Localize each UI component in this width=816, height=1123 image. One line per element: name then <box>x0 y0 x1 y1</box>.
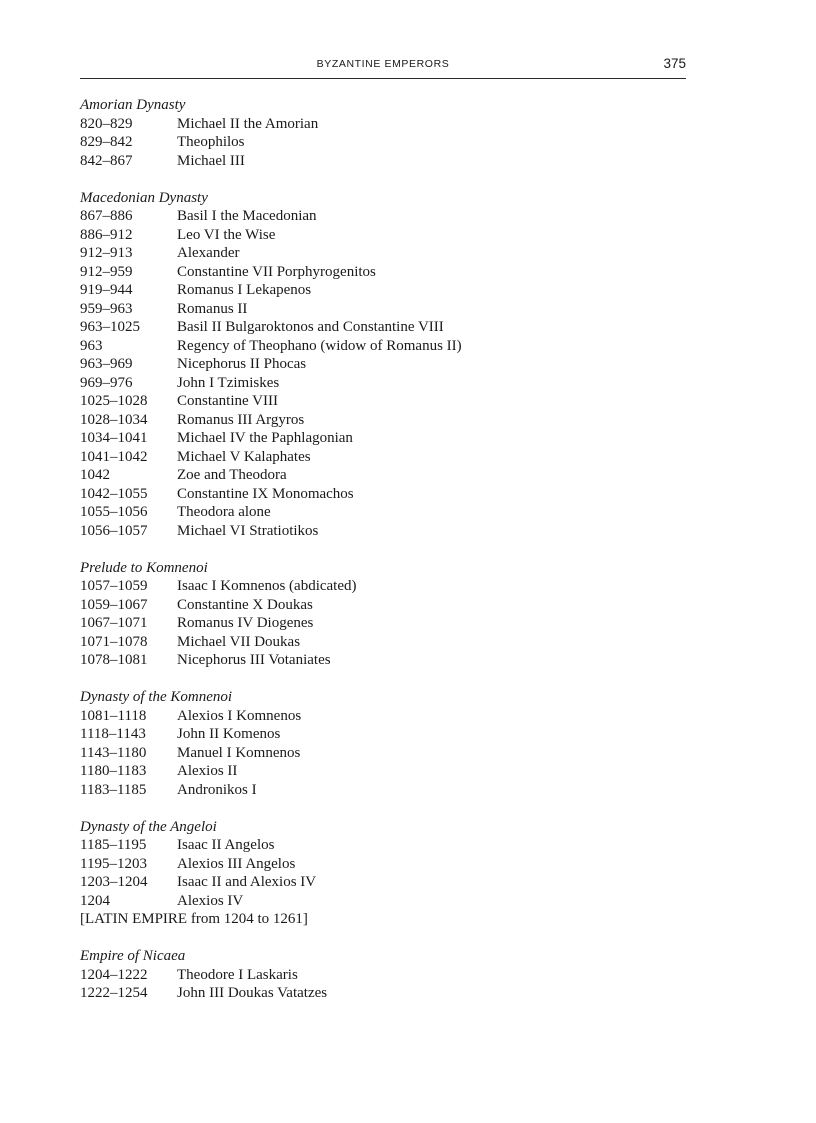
reign-years: 1059–1067 <box>80 596 148 613</box>
reign-years: 912–959 <box>80 263 133 280</box>
emperor-name: Alexios I Komnenos <box>177 707 302 724</box>
emperor-row <box>80 374 686 393</box>
emperor-row <box>80 411 686 430</box>
reign-years: 1078–1081 <box>80 652 148 668</box>
emperor-name: Basil I the Macedonian <box>177 208 317 224</box>
dynasty-section <box>80 818 686 929</box>
emperor-row <box>80 707 686 726</box>
emperor-row <box>80 855 686 874</box>
running-title: BYZANTINE EMPERORS <box>316 58 450 70</box>
emperor-name: Isaac I Komnenos (abdicated) <box>177 578 357 594</box>
reign-years: 1180–1183 <box>80 763 147 779</box>
reign-years: 1203–1204 <box>80 874 148 890</box>
emperor-name: Theodora alone <box>177 504 271 520</box>
reign-years: 919–944 <box>80 282 133 298</box>
dynasty-title: Macedonian Dynasty <box>80 189 208 206</box>
emperor-row <box>80 725 686 744</box>
reign-years: 963 <box>80 337 103 354</box>
emperor-row <box>80 300 686 319</box>
emperor-row <box>80 781 686 800</box>
emperor-name: Theophilos <box>177 134 245 150</box>
emperor-name: Constantine IX Monomachos <box>177 485 354 502</box>
reign-years: 1204–1222 <box>80 966 148 983</box>
reign-years: 963–969 <box>80 356 133 372</box>
reign-years: 1204 <box>80 892 110 909</box>
emperor-name: Alexios IV <box>177 892 244 909</box>
dynasty-title: Amorian Dynasty <box>80 97 186 113</box>
emperor-name: Michael IV the Paphlagonian <box>177 430 353 446</box>
emperor-row <box>80 503 686 522</box>
emperor-name: Michael V Kalaphates <box>177 448 311 465</box>
running-head <box>80 56 686 79</box>
emperor-row <box>80 152 686 171</box>
dynasty-title: Empire of Nicaea <box>80 948 186 964</box>
emperor-name: Michael VI Stratiotikos <box>177 522 319 539</box>
emperor-row <box>80 244 686 263</box>
reign-years: 842–867 <box>80 152 133 169</box>
reign-years: 1183–1185 <box>80 781 147 798</box>
emperor-name: Alexios II <box>177 763 238 779</box>
dynasty-section <box>80 189 686 541</box>
emperor-name: Romanus I Lekapenos <box>177 282 312 298</box>
emperor-row <box>80 966 686 985</box>
emperor-name: Romanus II <box>177 300 248 317</box>
reign-years: 1067–1071 <box>80 615 148 631</box>
emperor-row <box>80 984 686 1003</box>
reign-years: 1195–1203 <box>80 855 147 872</box>
emperor-name: Romanus III Argyros <box>177 411 305 428</box>
emperor-name: Manuel I Komnenos <box>177 744 301 761</box>
reign-years: 886–912 <box>80 226 133 243</box>
dynasty-title: Dynasty of the Angeloi <box>80 818 217 835</box>
emperor-row <box>80 133 686 152</box>
reign-years: 912–913 <box>80 245 133 261</box>
emperor-row <box>80 263 686 282</box>
reign-years: 829–842 <box>80 134 133 150</box>
emperor-row <box>80 614 686 633</box>
reign-years: 1041–1042 <box>80 448 148 465</box>
emperor-name: John I Tzimiskes <box>177 374 280 391</box>
emperor-name: Isaac II and Alexios IV <box>177 874 317 890</box>
reign-years: 1057–1059 <box>80 578 148 594</box>
dynasty-section <box>80 947 686 1003</box>
emperor-name: Nicephorus III Votaniates <box>177 652 331 668</box>
emperor-name: Michael II the Amorian <box>177 115 319 132</box>
reign-years: 820–829 <box>80 115 133 132</box>
emperor-name: John III Doukas Vatatzes <box>177 985 328 1001</box>
emperor-row <box>80 522 686 541</box>
emperor-name: Constantine X Doukas <box>177 596 313 613</box>
dynasty-section <box>80 688 686 799</box>
emperor-row <box>80 577 686 596</box>
reign-years: 1042–1055 <box>80 485 148 502</box>
reign-years: 1056–1057 <box>80 522 148 539</box>
emperor-row <box>80 651 686 670</box>
reign-years: 1042 <box>80 467 110 483</box>
emperor-name: Andronikos I <box>177 781 257 798</box>
emperor-name: Nicephorus II Phocas <box>177 356 307 372</box>
emperor-row <box>80 115 686 134</box>
page-number: 375 <box>663 56 686 71</box>
emperor-row <box>80 485 686 504</box>
emperor-name: Regency of Theophano (widow of Romanus II) <box>177 337 462 354</box>
dynasty-title: Dynasty of the Komnenoi <box>80 689 233 705</box>
reign-years: 1025–1028 <box>80 393 148 409</box>
emperor-row <box>80 337 686 356</box>
emperor-name: Isaac II Angelos <box>177 837 275 853</box>
reign-years: 1143–1180 <box>80 744 147 761</box>
reign-years: 959–963 <box>80 300 133 317</box>
emperor-name: Alexander <box>177 245 240 261</box>
emperor-row <box>80 318 686 337</box>
emperor-row <box>80 448 686 467</box>
emperor-row <box>80 466 686 485</box>
emperor-row <box>80 226 686 245</box>
emperor-row <box>80 596 686 615</box>
reign-years: 969–976 <box>80 374 133 391</box>
interregnum-note: [LATIN EMPIRE from 1204 to 1261] <box>80 911 308 927</box>
emperor-name: Constantine VIII <box>177 393 278 409</box>
reign-years: 1185–1195 <box>80 837 147 853</box>
emperor-name: Michael VII Doukas <box>177 633 301 650</box>
emperor-name: Constantine VII Porphyrogenitos <box>177 263 376 280</box>
emperor-name: Basil II Bulgaroktonos and Constantine VIII <box>177 319 444 335</box>
emperor-name: Alexios III Angelos <box>177 855 296 872</box>
reign-years: 1034–1041 <box>80 430 148 446</box>
dynasty-section <box>80 96 686 170</box>
emperor-row <box>80 429 686 448</box>
emperor-row <box>80 762 686 781</box>
reign-years: 1081–1118 <box>80 707 147 724</box>
emperor-row <box>80 744 686 763</box>
emperor-name: Romanus IV Diogenes <box>177 615 314 631</box>
emperor-row <box>80 873 686 892</box>
reign-years: 867–886 <box>80 208 133 224</box>
reign-years: 1055–1056 <box>80 504 148 520</box>
reign-years: 963–1025 <box>80 319 140 335</box>
emperor-row <box>80 392 686 411</box>
emperor-name: Michael III <box>177 152 245 169</box>
emperor-name: Leo VI the Wise <box>177 226 276 243</box>
emperor-row <box>80 633 686 652</box>
dynasty-section <box>80 559 686 670</box>
emperor-row <box>80 892 686 911</box>
reign-years: 1118–1143 <box>80 726 146 742</box>
emperor-list <box>80 96 686 1021</box>
emperor-row <box>80 281 686 300</box>
dynasty-title: Prelude to Komnenoi <box>80 559 208 576</box>
emperor-name: John II Komenos <box>177 726 281 742</box>
reign-years: 1028–1034 <box>80 411 148 428</box>
emperor-row <box>80 207 686 226</box>
emperor-name: Theodore I Laskaris <box>177 966 298 983</box>
reign-years: 1222–1254 <box>80 985 148 1001</box>
reign-years: 1071–1078 <box>80 633 148 650</box>
emperor-row <box>80 355 686 374</box>
emperor-name: Zoe and Theodora <box>177 467 287 483</box>
emperor-row <box>80 836 686 855</box>
